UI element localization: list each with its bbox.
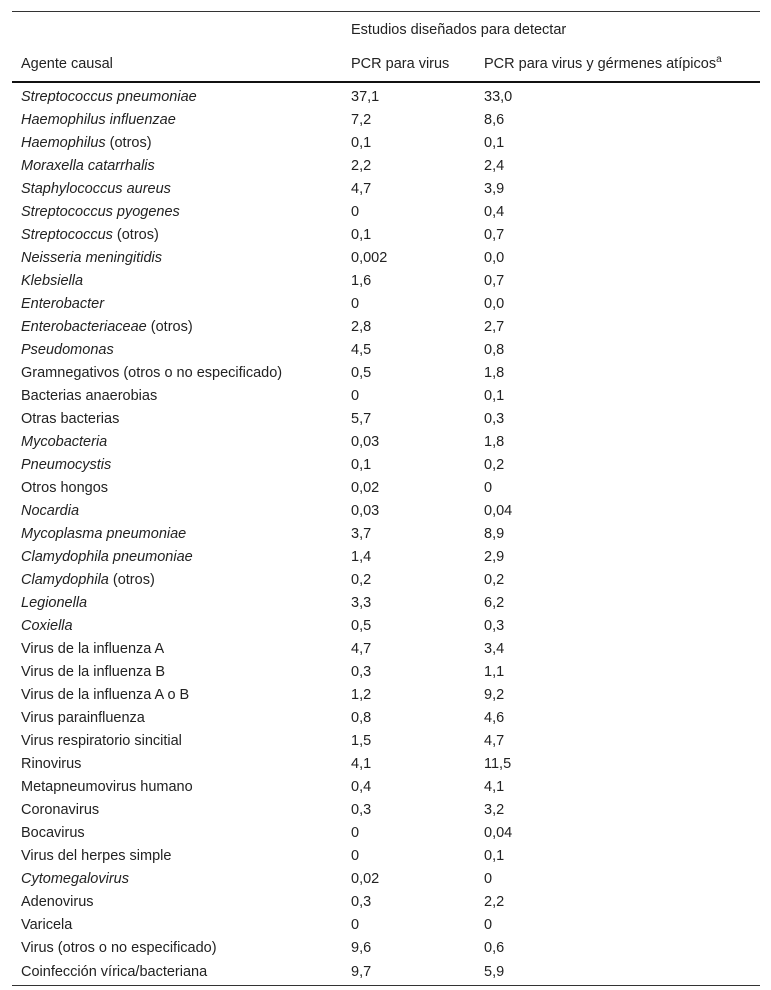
table-row xyxy=(12,959,760,986)
pcr-virus-atypical-value: 1,1 xyxy=(484,663,505,680)
pcr-virus-atypical-value: 5,9 xyxy=(475,959,760,986)
pcr-virus-value: 0,1 xyxy=(351,134,372,151)
agent-name-text: Coronavirus xyxy=(21,801,100,818)
agent-name-italic: Streptococcus xyxy=(21,226,113,243)
agent-name-cell xyxy=(12,890,342,913)
table-row xyxy=(12,936,760,959)
pcr-virus-value: 4,7 xyxy=(351,640,372,657)
table-row xyxy=(12,683,760,706)
data-table-container xyxy=(12,11,760,986)
pcr-virus-value: 4,1 xyxy=(351,755,372,772)
pcr-virus-value: 1,6 xyxy=(351,272,372,289)
agent-name-cell xyxy=(12,384,342,407)
table-row xyxy=(12,476,760,499)
agent-name-italic: Streptococcus pyogenes xyxy=(21,203,180,220)
agent-name-text: Virus de la influenza A o B xyxy=(21,686,190,703)
agent-name-italic: Staphylococcus aureus xyxy=(21,180,171,197)
agent-name-italic: Nocardia xyxy=(21,502,80,519)
pcr-virus-atypical-value: 0,0 xyxy=(484,249,505,266)
agent-name-italic: Haemophilus influenzae xyxy=(21,111,176,128)
pcr-virus-atypical-value: 2,9 xyxy=(484,548,505,565)
pcr-virus-value: 3,3 xyxy=(351,594,372,611)
pcr-virus-value: 0,2 xyxy=(351,571,372,588)
table-row xyxy=(12,430,760,453)
table-row xyxy=(12,223,760,246)
footnote-marker: a xyxy=(716,54,722,66)
agent-name-cell xyxy=(12,637,342,660)
pcr-virus-atypical-value: 0,2 xyxy=(484,571,505,588)
pcr-virus-value: 0,03 xyxy=(351,502,380,519)
agent-name-cell xyxy=(12,499,342,522)
pcr-virus-atypical-value: 0,0 xyxy=(484,295,505,312)
pcr-virus-atypical-value: 11,5 xyxy=(484,755,512,772)
table-row xyxy=(12,522,760,545)
agent-name-cell xyxy=(12,200,342,223)
pcr-virus-atypical-value: 33,0 xyxy=(484,88,513,105)
agent-name-text: Adenovirus xyxy=(21,893,94,910)
agent-name-cell xyxy=(12,752,342,775)
agent-name-italic: Coxiella xyxy=(21,617,73,634)
pcr-virus-value: 4,5 xyxy=(351,341,372,358)
agent-name-cell xyxy=(12,936,342,959)
agent-name-italic: Enterobacteriaceae xyxy=(21,318,147,335)
agent-name-cell xyxy=(12,407,342,430)
agent-name-italic: Streptococcus pneumoniae xyxy=(21,88,197,105)
agent-name-cell xyxy=(12,154,342,177)
pcr-virus-atypical-value: 0,7 xyxy=(484,226,505,243)
agent-name-text: Rinovirus xyxy=(21,755,82,772)
agent-name-cell xyxy=(12,821,342,844)
header-empty-cell xyxy=(12,12,342,46)
table-row xyxy=(12,706,760,729)
pcr-virus-atypical-value: 0,3 xyxy=(484,617,505,634)
agent-name-text: Varicela xyxy=(21,916,73,933)
pcr-virus-atypical-value: 0 xyxy=(484,916,493,933)
agent-name-cell xyxy=(12,729,342,752)
pcr-virus-value: 0,4 xyxy=(351,778,372,795)
pcr-virus-atypical-value: 1,8 xyxy=(484,433,505,450)
agent-name-cell xyxy=(12,959,342,986)
table-row xyxy=(12,614,760,637)
agent-name-cell xyxy=(12,315,342,338)
header-row-spanner xyxy=(12,12,760,46)
agent-name-cell xyxy=(12,476,342,499)
pcr-virus-atypical-value: 4,6 xyxy=(484,709,505,726)
agent-name-cell xyxy=(12,913,342,936)
pcr-virus-value: 5,7 xyxy=(351,410,372,427)
agent-name-text: Bacterias anaerobias xyxy=(21,387,158,404)
table-row xyxy=(12,637,760,660)
pcr-virus-atypical-value: 0,1 xyxy=(484,134,505,151)
pcr-virus-value: 7,2 xyxy=(351,111,372,128)
pcr-virus-value: 37,1 xyxy=(351,88,380,105)
pcr-virus-value: 0,5 xyxy=(351,617,372,634)
pcr-virus-value: 1,2 xyxy=(351,686,372,703)
table-row xyxy=(12,453,760,476)
agent-name-cell xyxy=(12,292,342,315)
pcr-virus-value: 1,4 xyxy=(351,548,372,565)
pcr-virus-atypical-value: 9,2 xyxy=(484,686,505,703)
agent-name-cell xyxy=(12,591,342,614)
pcr-virus-value: 0,03 xyxy=(351,433,380,450)
agent-name-cell xyxy=(12,614,342,637)
table-row xyxy=(12,361,760,384)
table-row xyxy=(12,499,760,522)
agent-name-text: (otros) xyxy=(108,571,155,588)
agent-name-text: Metapneumovirus humano xyxy=(21,778,193,795)
table-row xyxy=(12,775,760,798)
agent-name-cell xyxy=(12,108,342,131)
pcr-virus-value: 0,1 xyxy=(351,226,372,243)
table-row xyxy=(12,338,760,361)
agent-name-italic: Pneumocystis xyxy=(21,456,112,473)
table-row xyxy=(12,568,760,591)
agent-name-italic: Moraxella catarrhalis xyxy=(21,157,155,174)
pcr-virus-value: 0 xyxy=(351,847,360,864)
pcr-virus-value: 0,02 xyxy=(351,870,380,887)
agent-name-cell xyxy=(12,545,342,568)
pcr-virus-atypical-value: 0,04 xyxy=(484,824,513,841)
agent-name-cell xyxy=(12,683,342,706)
header-pcr-virus-atypical xyxy=(475,45,760,82)
pcr-virus-atypical-value: 4,7 xyxy=(484,732,505,749)
pcr-virus-atypical-value: 2,4 xyxy=(484,157,505,174)
agent-name-text: Virus parainfluenza xyxy=(21,709,145,726)
agent-name-text: (otros) xyxy=(105,134,152,151)
agent-name-cell xyxy=(12,775,342,798)
pcr-virus-value: 4,7 xyxy=(351,180,372,197)
table-row xyxy=(12,177,760,200)
table-row xyxy=(12,315,760,338)
pcr-virus-atypical-value: 0 xyxy=(484,870,493,887)
table-row xyxy=(12,729,760,752)
agent-name-cell xyxy=(12,223,342,246)
table-row xyxy=(12,844,760,867)
pcr-virus-value: 2,8 xyxy=(351,318,372,335)
table-body xyxy=(12,82,760,986)
pcr-virus-atypical-value: 0,8 xyxy=(484,341,505,358)
agent-name-italic: Klebsiella xyxy=(21,272,84,289)
pcr-virus-atypical-value: 1,8 xyxy=(484,364,505,381)
agent-name-italic: Legionella xyxy=(21,594,88,611)
pcr-virus-atypical-value: 0 xyxy=(484,479,493,496)
agent-name-text: (otros) xyxy=(146,318,193,335)
pcr-virus-value: 0 xyxy=(351,824,360,841)
agent-name-cell xyxy=(12,522,342,545)
pcr-virus-atypical-value: 0,1 xyxy=(484,387,505,404)
agent-name-italic: Haemophilus xyxy=(21,134,106,151)
pcr-virus-atypical-value: 3,4 xyxy=(484,640,505,657)
agent-name-cell xyxy=(12,246,342,269)
agent-name-text: Otras bacterias xyxy=(21,410,120,427)
agent-name-cell xyxy=(12,269,342,292)
agent-name-text: Gramnegativos (otros o no especificado) xyxy=(21,364,283,381)
agent-name-cell xyxy=(12,430,342,453)
pcr-virus-atypical-value: 8,6 xyxy=(484,111,505,128)
agent-name-text: Virus del herpes simple xyxy=(21,847,172,864)
header-pcr-virus: PCR para virus xyxy=(342,45,475,82)
table-row xyxy=(12,131,760,154)
pcr-virus-value: 0,02 xyxy=(351,479,380,496)
table-row xyxy=(12,821,760,844)
agent-name-cell xyxy=(12,867,342,890)
table-row xyxy=(12,752,760,775)
agent-name-text: Bocavirus xyxy=(21,824,85,841)
causal-agents-table xyxy=(12,11,760,986)
pcr-virus-value: 0,3 xyxy=(351,801,372,818)
pcr-virus-value: 0 xyxy=(351,203,360,220)
pcr-virus-value: 9,7 xyxy=(342,959,475,986)
pcr-virus-atypical-value: 0,1 xyxy=(484,847,505,864)
table-row xyxy=(12,890,760,913)
agent-name-cell xyxy=(12,177,342,200)
pcr-virus-value: 0,3 xyxy=(351,893,372,910)
pcr-virus-atypical-value: 0,7 xyxy=(484,272,505,289)
agent-name-italic: Cytomegalovirus xyxy=(21,870,129,887)
pcr-virus-atypical-value: 6,2 xyxy=(484,594,505,611)
pcr-virus-atypical-value: 0,2 xyxy=(484,456,505,473)
pcr-virus-value: 0,5 xyxy=(351,364,372,381)
table-row xyxy=(12,154,760,177)
agent-name-text: Otros hongos xyxy=(21,479,109,496)
pcr-virus-value: 0 xyxy=(351,295,360,312)
agent-name-italic: Mycoplasma pneumoniae xyxy=(21,525,187,542)
pcr-virus-value: 0,1 xyxy=(351,456,372,473)
agent-name-italic: Enterobacter xyxy=(21,295,105,312)
table-row xyxy=(12,591,760,614)
table-row xyxy=(12,82,760,108)
pcr-virus-value: 0 xyxy=(351,387,360,404)
table-row xyxy=(12,246,760,269)
pcr-virus-value: 1,5 xyxy=(351,732,372,749)
agent-name-cell xyxy=(12,660,342,683)
agent-name-text: Virus respiratorio sincitial xyxy=(21,732,182,749)
pcr-virus-value: 9,6 xyxy=(351,939,372,956)
agent-name-cell xyxy=(12,798,342,821)
table-row xyxy=(12,292,760,315)
agent-name-text: Virus (otros o no especificado) xyxy=(21,939,217,956)
agent-name-italic: Clamydophila xyxy=(21,571,109,588)
pcr-virus-atypical-value: 8,9 xyxy=(484,525,505,542)
header-row-columns xyxy=(12,45,760,82)
pcr-virus-value: 3,7 xyxy=(351,525,372,542)
agent-name-italic: Pseudomonas xyxy=(21,341,114,358)
table-row xyxy=(12,867,760,890)
agent-name-cell xyxy=(12,338,342,361)
agent-name-italic: Clamydophila pneumoniae xyxy=(21,548,193,565)
agent-name-italic: Mycobacteria xyxy=(21,433,108,450)
agent-name-cell xyxy=(12,844,342,867)
table-row xyxy=(12,545,760,568)
agent-name-italic: Neisseria meningitidis xyxy=(21,249,163,266)
pcr-virus-atypical-value: 4,1 xyxy=(484,778,505,795)
pcr-virus-value: 0,8 xyxy=(351,709,372,726)
table-row xyxy=(12,798,760,821)
header-agent: Agente causal xyxy=(12,45,342,82)
agent-name-text: Virus de la influenza B xyxy=(21,663,166,680)
agent-name-cell xyxy=(12,453,342,476)
pcr-virus-atypical-value: 0,3 xyxy=(484,410,505,427)
agent-name-cell xyxy=(12,568,342,591)
table-row xyxy=(12,200,760,223)
pcr-virus-atypical-value: 0,6 xyxy=(484,939,505,956)
agent-name-text: Coinfección vírica/bacteriana xyxy=(21,964,208,980)
pcr-virus-atypical-value: 2,7 xyxy=(484,318,505,335)
agent-name-cell xyxy=(12,361,342,384)
table-row xyxy=(12,660,760,683)
agent-name-cell xyxy=(12,131,342,154)
table-row xyxy=(12,269,760,292)
agent-name-text: Virus de la influenza A xyxy=(21,640,165,657)
pcr-virus-atypical-value: 2,2 xyxy=(484,893,505,910)
pcr-virus-value: 0,002 xyxy=(351,249,388,266)
agent-name-text: (otros) xyxy=(112,226,159,243)
pcr-virus-atypical-value: 3,9 xyxy=(484,180,505,197)
pcr-virus-atypical-value: 0,4 xyxy=(484,203,505,220)
table-row xyxy=(12,407,760,430)
pcr-virus-value: 0,3 xyxy=(351,663,372,680)
table-row xyxy=(12,108,760,131)
pcr-virus-value: 2,2 xyxy=(351,157,372,174)
table-row xyxy=(12,384,760,407)
table-row xyxy=(12,913,760,936)
pcr-virus-atypical-value: 3,2 xyxy=(484,801,505,818)
pcr-virus-value: 0 xyxy=(351,916,360,933)
header-spanner: Estudios diseñados para detectar xyxy=(342,12,760,46)
pcr-virus-atypical-value: 0,04 xyxy=(484,502,513,519)
header-pcr-virus-atypical-label: PCR para virus y gérmenes atípicos xyxy=(484,56,717,72)
agent-name-cell xyxy=(12,82,342,108)
agent-name-cell xyxy=(12,706,342,729)
